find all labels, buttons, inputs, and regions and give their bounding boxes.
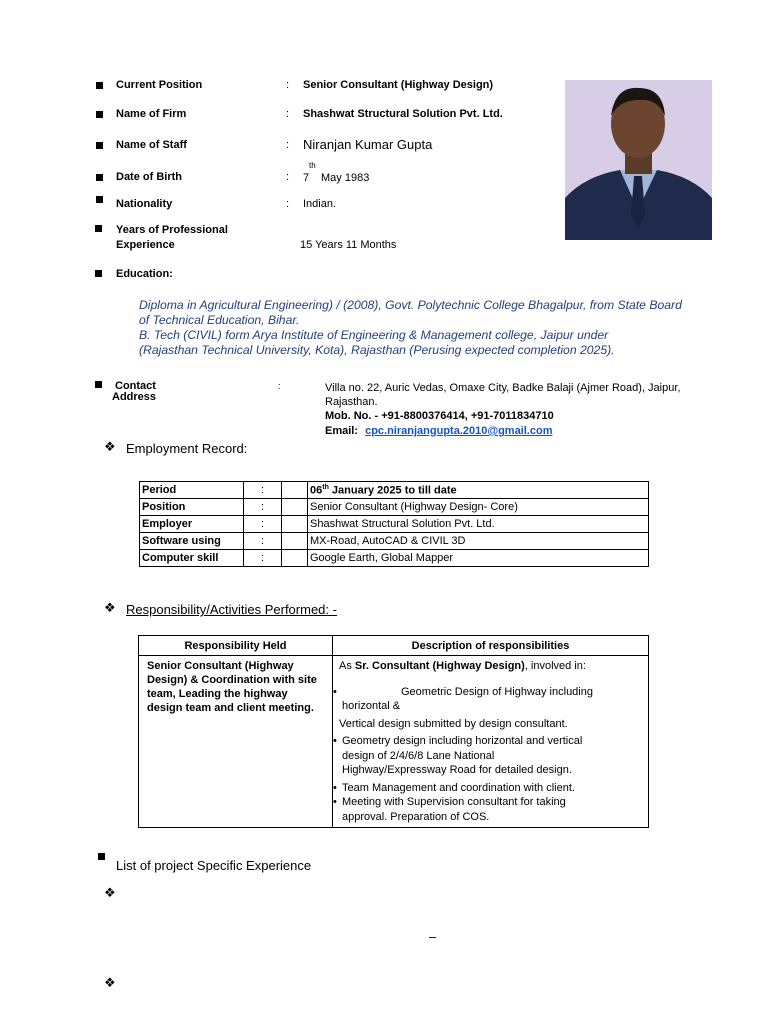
table-cell (282, 550, 308, 567)
nationality-value: Indian. (303, 198, 337, 210)
table-cell: Shashwat Structural Solution Pvt. Ltd. (308, 516, 649, 533)
table-row (139, 636, 649, 656)
education-label: Education: (116, 268, 173, 280)
list-item: • Team Management and coordination with client. (333, 781, 575, 794)
table-cell: Software using (140, 533, 244, 550)
education-line: (Rajasthan Technical University, Kota), Rajasthan (Perusing expected completion 2025). (139, 343, 615, 357)
colon: : (286, 198, 290, 210)
colon: : (286, 108, 290, 120)
mobile-numbers: Mob. No. - +91-8800376414, +91-7011834710 (325, 410, 554, 422)
bullet (96, 142, 103, 149)
table-cell: : (244, 516, 282, 533)
table-row (140, 499, 649, 516)
table-cell (282, 533, 308, 550)
diamond-bullet-icon: ❖ (104, 439, 116, 454)
experience-label: Years of Professional (116, 224, 228, 236)
staff-value: Niranjan Kumar Gupta (303, 137, 433, 152)
responsibility-held: Senior Consultant (Highway Design) & Coordination with site team, Leading the highway design team and client meeting. (139, 656, 333, 828)
table-cell: Period (140, 482, 244, 499)
table-cell: 06th January 2025 to till date (308, 482, 649, 499)
email-label: Email: (325, 425, 359, 437)
table-cell (282, 516, 308, 533)
bullet (96, 196, 103, 203)
table-cell: Position (140, 499, 244, 516)
bullet (96, 174, 103, 181)
education-line: B. Tech (CIVIL) form Arya Institute of Engineering & Management college, Jaipur under (139, 328, 609, 342)
table-cell: Computer skill (140, 550, 244, 567)
email-link[interactable]: cpc.niranjangupta.2010@gmail.com (365, 425, 553, 437)
table-cell (282, 499, 308, 516)
contact-label-2: Address (112, 391, 157, 403)
table-cell (282, 482, 308, 499)
email-row (325, 425, 552, 437)
experience-value: 15 Years 11 Months (300, 239, 397, 251)
firm-value: Shashwat Structural Solution Pvt. Ltd. (303, 108, 503, 120)
contact-label: Contact (115, 380, 156, 392)
table-row (140, 482, 649, 499)
column-header: Description of responsibilities (333, 636, 649, 656)
diamond-bullet-icon: ❖ (104, 975, 116, 990)
list-item: • Meeting with Supervision consultant for taking approval. Preparation of COS. (333, 796, 566, 823)
bullet (95, 270, 102, 277)
colon: : (286, 79, 290, 91)
diamond-bullet-icon: ❖ (104, 885, 116, 900)
column-header: Responsibility Held (139, 636, 333, 656)
dash: – (429, 929, 437, 944)
education-line: Diploma in Agricultural Engineering) / (2008), Govt. Polytechnic College Bhagalpur, from State Board (139, 298, 682, 312)
table-cell: Senior Consultant (Highway Design- Core) (308, 499, 649, 516)
person-photo-icon (565, 80, 712, 240)
current-position-value: Senior Consultant (Highway Design) (303, 79, 494, 91)
bullet (98, 853, 105, 860)
table-cell: : (244, 499, 282, 516)
table-cell: : (244, 533, 282, 550)
table-row (140, 550, 649, 567)
profile-photo (565, 80, 712, 240)
dob-suffix: th (309, 161, 316, 170)
nationality-label: Nationality (116, 198, 173, 210)
list-item: • Geometric Design of Highway including horizontal & (333, 685, 593, 712)
responsibility-heading: Responsibility/Activities Performed: - (126, 602, 337, 617)
firm-label: Name of Firm (116, 108, 187, 120)
projects-heading: List of project Specific Experience (116, 858, 312, 873)
list-item: • Geometry design including horizontal and vertical design of 2/4/6/8 Lane National Highway/Expressway Road for detailed design. (333, 735, 583, 776)
description-intro: As Sr. Consultant (Highway Design), involved in: (339, 660, 586, 672)
table-cell: Google Earth, Global Mapper (308, 550, 649, 567)
responsibility-description (333, 656, 649, 828)
address-line-2: Rajasthan. (325, 396, 378, 408)
staff-label: Name of Staff (116, 139, 187, 151)
dob-label: Date of Birth (116, 171, 182, 183)
experience-label-2: Experience (116, 239, 175, 251)
responsibility-table (138, 635, 649, 828)
table-cell: MX-Road, AutoCAD & CIVIL 3D (308, 533, 649, 550)
colon: : (286, 139, 290, 151)
list-item-continuation: Vertical design submitted by design consultant. (339, 717, 568, 730)
diamond-bullet-icon: ❖ (104, 600, 116, 615)
table-row (139, 656, 649, 828)
bullet (95, 381, 102, 388)
bullet (96, 111, 103, 118)
current-position-label: Current Position (116, 79, 203, 91)
table-row (140, 533, 649, 550)
employment-heading: Employment Record: (126, 441, 248, 456)
table-cell: : (244, 550, 282, 567)
education-details (139, 298, 729, 358)
employment-table (139, 481, 649, 567)
dob-rest: May 1983 (321, 172, 370, 184)
colon: : (278, 381, 281, 391)
education-line: of Technical Education, Bihar. (139, 313, 300, 327)
colon: : (286, 171, 290, 183)
bullet (96, 82, 103, 89)
table-cell: Employer (140, 516, 244, 533)
table-row (140, 516, 649, 533)
address-line: Villa no. 22, Auric Vedas, Omaxe City, Badke Balaji (Ajmer Road), Jaipur, (325, 382, 681, 394)
dob-day: 7 (303, 172, 310, 184)
table-cell: : (244, 482, 282, 499)
bullet (95, 225, 102, 232)
